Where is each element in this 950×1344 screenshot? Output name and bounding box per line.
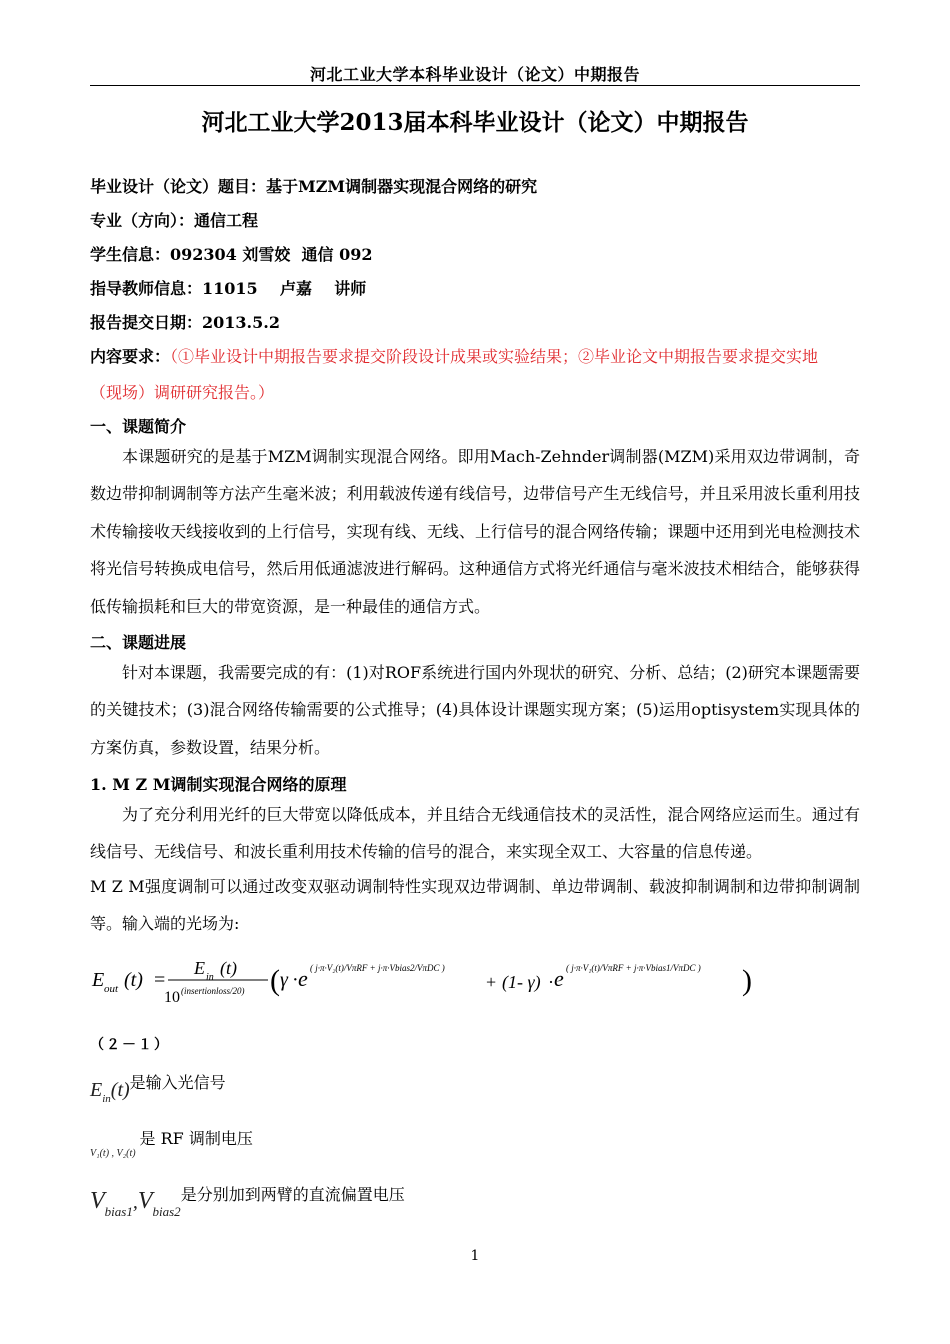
requirements-text-2: （现场）调研研究报告。）	[90, 383, 275, 402]
document-title: 河北工业大学2013届本科毕业设计（论文）中期报告	[201, 109, 749, 136]
var-vbias-desc: 是分别加到两臂的直流偏置电压	[180, 1185, 405, 1204]
requirements-line-1	[90, 344, 860, 367]
advisor-label: 指导教师信息：	[90, 279, 203, 298]
date-line	[90, 310, 860, 333]
eq-plus: +	[486, 972, 497, 992]
student-line	[90, 242, 860, 265]
section-2-body: 针对本课题，我需要完成的有：(1)对ROF系统进行国内外现状的研究、分析、总结；(2)研究本课题需要的关键技术；(3)混合网络传输需要的公式推导；(4)具体设计课题实现方案；(5)运用optisystem实现具体的方案仿真，参数设置，结果分析。	[90, 663, 860, 757]
var-vbias1-sub: bias1	[104, 1204, 133, 1219]
eq-close-paren: )	[742, 964, 752, 997]
eq-lhs-arg: (t)	[124, 969, 143, 991]
header-rule	[90, 85, 860, 86]
section-2-heading: 二、课题进展	[90, 633, 187, 652]
var-vbias1-symbol: V	[90, 1188, 105, 1214]
var-vbias2-symbol: V	[137, 1188, 153, 1214]
date-label: 报告提交日期：	[90, 313, 203, 332]
field-equation	[90, 940, 860, 1020]
running-header: 河北工业大学本科毕业设计（论文）中期报告	[309, 65, 640, 84]
var-v1v2-symbol: V₁(t) , V₂(t)	[90, 1148, 136, 1159]
advisor-line	[90, 276, 860, 299]
svg-text:·: ·	[548, 972, 554, 992]
student-label: 学生信息：	[90, 245, 171, 264]
eq-exp-2: ( j·π·V₁(t)/VπRF + j·π·Vbias1/VπDC )	[566, 963, 701, 973]
eq-exp-1: ( j·π·V₂(t)/VπRF + j·π·Vbias2/VπDC )	[310, 963, 445, 973]
eq-num-E: E	[194, 958, 205, 978]
eq-num-arg: (t)	[220, 958, 237, 978]
eq-one-minus-gamma: (1- γ)	[502, 972, 541, 992]
student-value: 092304 刘雪姣 通信 092	[170, 245, 373, 264]
variable-row-v1v2	[90, 1126, 253, 1159]
subsection-1-heading: 1. M Z M调制实现混合网络的原理	[90, 775, 347, 794]
variable-row-ein	[90, 1070, 226, 1105]
var-ein-arg: (t)	[110, 1079, 130, 1101]
svg-text:·: ·	[292, 969, 299, 991]
date-value: 2013.5.2	[202, 313, 280, 332]
subsection-1-body-2: M Z M强度调制可以通过改变双驱动调制特性实现双边带调制、单边带调制、载波抑制调制和边带抑制调制等。输入端的光场为:	[90, 877, 860, 934]
section-1-heading: 一、课题简介	[90, 417, 187, 436]
section-1-body: 本课题研究的是基于MZM调制实现混合网络。即用Mach-Zehnder调制器(MZM)采用双边带调制，奇数边带抑制调制等方法产生毫米波；利用载波传递有线信号，边带信号产生无线信号，并且采用波长重利用技术传输接收天线接收到的上行信号，实现有线、无线、上行信号的混合网络传输；课题中还用到光电检测技术将光信号转换成电信号，然后用低通滤波进行解码。这种通信方式将光纤通信与毫米波技术相结合，能够获得低传输损耗和巨大的带宽资源，是一种最佳的通信方式。	[90, 447, 860, 616]
eq-den-base: 10	[164, 989, 180, 1006]
equation-number: （２－１）	[90, 1037, 170, 1053]
var-ein-desc: 是输入光信号	[129, 1073, 226, 1092]
eq-lhs-sub: out	[104, 983, 119, 995]
equation-svg	[90, 940, 860, 1020]
var-v1v2-desc: 是 RF 调制电压	[139, 1129, 253, 1148]
var-ein-symbol: E	[90, 1079, 103, 1101]
var-vbias2-sub: bias2	[152, 1204, 181, 1219]
eq-den-exp: (insertionloss/20)	[181, 986, 245, 996]
major-line	[90, 208, 860, 231]
var-ein-sub: in	[102, 1093, 111, 1105]
major-label: 专业（方向）：	[90, 211, 195, 230]
topic-label: 毕业设计（论文）题目：	[90, 177, 267, 196]
topic-value: 基于MZM调制器实现混合网络的研究	[266, 177, 538, 196]
eq-num-sub: in	[206, 972, 214, 983]
subsection-1-body: 为了充分利用光纤的巨大带宽以降低成本，并且结合无线通信技术的灵活性，混合网络应运而生。通过有线信号、无线信号、和波长重利用技术传输的信号的混合，来实现全双工、大容量的信息传递。	[90, 805, 860, 862]
major-value: 通信工程	[194, 211, 259, 230]
eq-gamma: γ	[280, 969, 288, 991]
requirements-text-1: （①毕业设计中期报告要求提交阶段设计成果或实验结果；②毕业论文中期报告要求提交实地	[170, 347, 819, 366]
eq-e-2: e	[554, 966, 564, 991]
eq-open-paren: (	[270, 964, 280, 997]
topic-line	[90, 174, 860, 197]
page-number: 1	[470, 1248, 480, 1264]
var-vbias-sep: ,	[132, 1191, 138, 1213]
eq-e-1: e	[298, 966, 308, 991]
advisor-value: 11015 卢嘉 讲师	[202, 279, 367, 298]
variable-row-vbias	[90, 1182, 405, 1220]
requirements-label: 内容要求：	[90, 347, 171, 366]
eq-lhs-E: E	[92, 969, 105, 991]
eq-equals: =	[154, 969, 166, 991]
